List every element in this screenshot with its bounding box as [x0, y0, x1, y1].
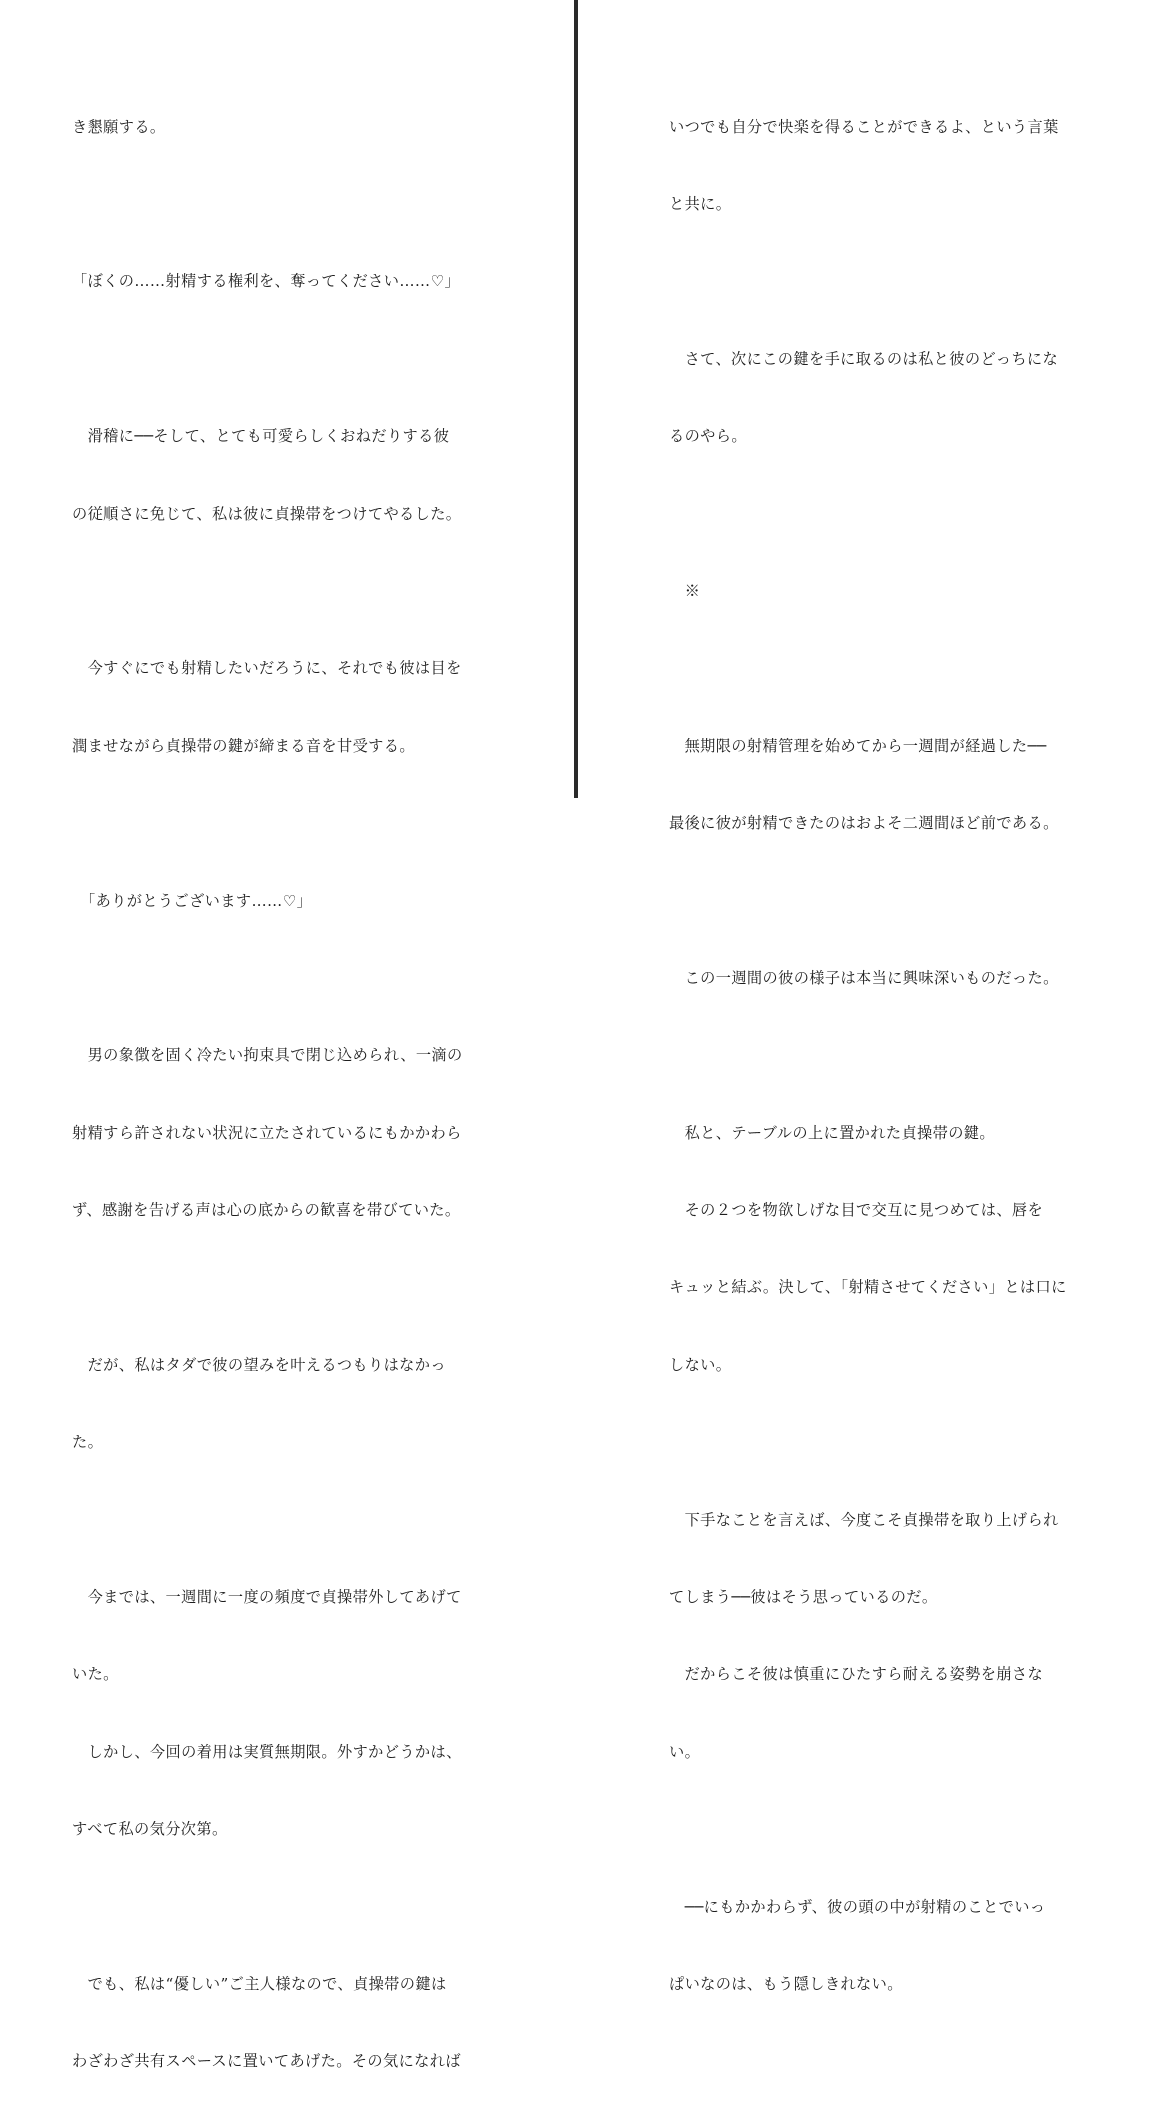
text-line [669, 502, 1067, 528]
text-line: ──にもかかわらず、彼の頭の中が射精のことでいっ [669, 1897, 1046, 1916]
text-line [72, 966, 463, 992]
text-line [669, 1430, 1067, 1456]
text-line: だが、私はタダで彼の望みを叶えるつもりはなかっ [72, 1355, 446, 1374]
text-line: ず、感謝を告げる声は心の底からの歓喜を帯びていた。 [72, 1201, 461, 1220]
text-line [669, 656, 1067, 682]
text-line: ※ [669, 581, 701, 600]
text-line: すべて私の気分次第。 [72, 1820, 228, 1839]
text-line: 無期限の射精管理を始めてから一週間が経過した── [669, 736, 1047, 755]
text-line: た。 [72, 1433, 104, 1452]
text-line [72, 579, 463, 605]
text-line: 今すぐにでも射精したいだろうに、それでも彼は目を [72, 659, 462, 678]
text-line: その２つを物欲しげな目で交互に見つめては、唇を [669, 1201, 1044, 1220]
text-line: キュッと結ぶ。決して、「射精させてください」とは口に [669, 1278, 1067, 1297]
text-line [669, 1817, 1067, 1843]
text-line: 最後に彼が射精できたのはおよそ二週間ほど前である。 [669, 814, 1059, 833]
text-line: 「ありがとうございます……♡」 [72, 891, 313, 910]
text-line: てしまう──彼はそう思っているのだ。 [669, 1588, 938, 1607]
text-line: いつでも自分で快楽を得ることができるよ、という言葉 [669, 117, 1059, 136]
text-line: いた。 [72, 1665, 119, 1684]
text-line: 滑稽に──そして、とても可愛らしくおねだりする彼 [72, 427, 450, 446]
text-line: い。 [669, 1742, 701, 1761]
text-line: ぱいなのは、もう隠しきれない。 [669, 1974, 903, 1993]
text-line: しかし、今回の着用は実質無期限。外すかどうかは、 [72, 1742, 462, 1761]
text-line [72, 811, 463, 837]
text-line: き懇願する。 [72, 117, 166, 136]
left-page-text [72, 63, 463, 2127]
text-line: るのやら。 [669, 427, 747, 446]
right-page [578, 0, 1155, 1993]
text-line [72, 192, 463, 218]
text-line: 男の象徴を固く冷たい拘束具で閉じ込められ、一滴の [72, 1046, 463, 1065]
right-page-text [669, 63, 1067, 2049]
text-line [669, 269, 1067, 295]
text-line: 射精すら許されない状況に立たされているにもかかわら [72, 1123, 462, 1142]
text-line: と共に。 [669, 194, 732, 213]
text-line: でも、私は“優しい”ご主人様なので、貞操帯の鍵は [72, 1974, 447, 1993]
text-line [72, 1508, 463, 1534]
text-line: の従順さに免じて、私は彼に貞操帯をつけてやるした。 [72, 504, 462, 523]
text-line: 下手なことを言えば、今度こそ貞操帯を取り上げられ [669, 1510, 1059, 1529]
text-line [72, 1275, 463, 1301]
text-line: 潤ませながら貞操帯の鍵が締まる音を甘受する。 [72, 736, 415, 755]
text-line: わざわざ共有スペースに置いてあげた。その気になれば [72, 2052, 461, 2071]
left-page [0, 0, 574, 2071]
text-line [669, 889, 1067, 915]
text-line [72, 347, 463, 373]
text-line [72, 1895, 463, 1921]
text-line: 今までは、一週間に一度の頻度で貞操帯外してあげて [72, 1588, 462, 1607]
text-line: この一週間の彼の様子は本当に興味深いものだった。 [669, 968, 1059, 987]
text-line: だからこそ彼は慎重にひたすら耐える姿勢を崩さな [669, 1665, 1044, 1684]
text-line [669, 1043, 1067, 1069]
text-line: しない。 [669, 1355, 732, 1374]
text-line: 「ぼくの……射精する権利を、奪ってください……♡」 [72, 272, 461, 291]
text-line: さて、次にこの鍵を手に取るのは私と彼のどっちにな [669, 349, 1059, 368]
text-line: 私と、テーブルの上に置かれた貞操帯の鍵。 [669, 1123, 995, 1142]
